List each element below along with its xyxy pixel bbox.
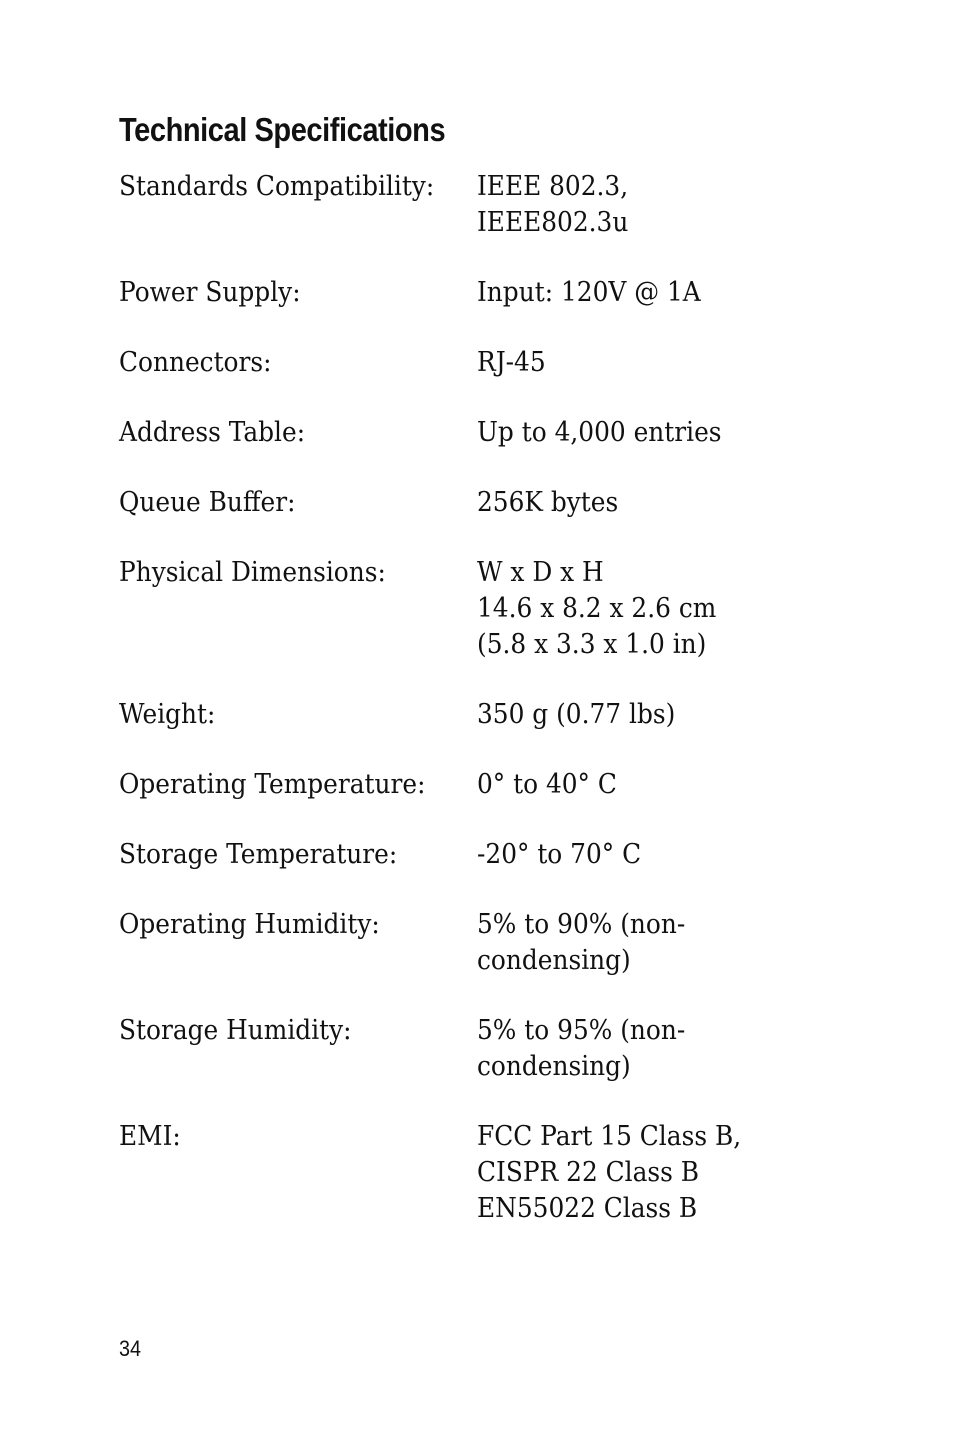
spec-label: Operating Temperature:: [119, 769, 426, 800]
spec-value-line: RJ-45: [477, 347, 546, 378]
spec-value: [477, 907, 879, 979]
spec-row: [119, 485, 879, 521]
spec-label: Storage Humidity:: [119, 1015, 352, 1046]
page-title: Technical Specifications: [119, 111, 446, 148]
spec-row: [119, 837, 879, 873]
spec-value-line: 256K bytes: [477, 487, 619, 518]
page-number: 34: [119, 1336, 142, 1361]
spec-value-line: 14.6 x 8.2 x 2.6 cm: [477, 593, 717, 624]
spec-value: [477, 1119, 879, 1227]
spec-row: [119, 907, 879, 979]
spec-value-line: CISPR 22 Class B: [477, 1157, 700, 1188]
spec-label: Address Table:: [119, 417, 306, 448]
spec-row: [119, 345, 879, 381]
spec-value: [477, 275, 879, 311]
spec-value: [477, 697, 879, 733]
spec-value-line: condensing): [477, 945, 631, 976]
spec-row: [119, 415, 879, 451]
spec-row: [119, 1013, 879, 1085]
spec-value-line: W x D x H: [477, 557, 604, 588]
spec-label: Standards Compatibility:: [119, 171, 435, 202]
spec-value-line: IEEE 802.3,: [477, 171, 629, 202]
spec-label: Queue Buffer:: [119, 487, 296, 518]
spec-label: Power Supply:: [119, 277, 301, 308]
spec-table: [119, 169, 879, 1261]
spec-label: EMI:: [119, 1121, 181, 1152]
spec-value-line: 350 g (0.77 lbs): [477, 699, 676, 730]
spec-row: [119, 555, 879, 663]
spec-row: [119, 169, 879, 241]
spec-value: [477, 555, 879, 663]
spec-row: [119, 767, 879, 803]
spec-row: [119, 697, 879, 733]
spec-value-line: Up to 4,000 entries: [477, 417, 722, 448]
spec-value-line: -20° to 70° C: [477, 839, 642, 870]
spec-value-line: condensing): [477, 1051, 631, 1082]
spec-row: [119, 1119, 879, 1227]
spec-value: [477, 415, 879, 451]
spec-value: [477, 169, 879, 241]
spec-value-line: 0° to 40° C: [477, 769, 617, 800]
spec-value: [477, 837, 879, 873]
spec-value-line: Input: 120V @ 1A: [477, 277, 701, 308]
spec-value-line: (5.8 x 3.3 x 1.0 in): [477, 629, 707, 660]
spec-value-line: 5% to 90% (non-: [477, 909, 686, 940]
spec-value: [477, 1013, 879, 1085]
spec-label: Operating Humidity:: [119, 909, 380, 940]
spec-value: [477, 345, 879, 381]
spec-value-line: EN55022 Class B: [477, 1193, 698, 1224]
spec-label: Connectors:: [119, 347, 272, 378]
spec-value-line: IEEE802.3u: [477, 207, 629, 238]
spec-value: [477, 485, 879, 521]
spec-row: [119, 275, 879, 311]
spec-value-line: FCC Part 15 Class B,: [477, 1121, 742, 1152]
spec-value: [477, 767, 879, 803]
spec-label: Storage Temperature:: [119, 839, 398, 870]
spec-label: Weight:: [119, 699, 216, 730]
spec-label: Physical Dimensions:: [119, 557, 386, 588]
spec-value-line: 5% to 95% (non-: [477, 1015, 686, 1046]
